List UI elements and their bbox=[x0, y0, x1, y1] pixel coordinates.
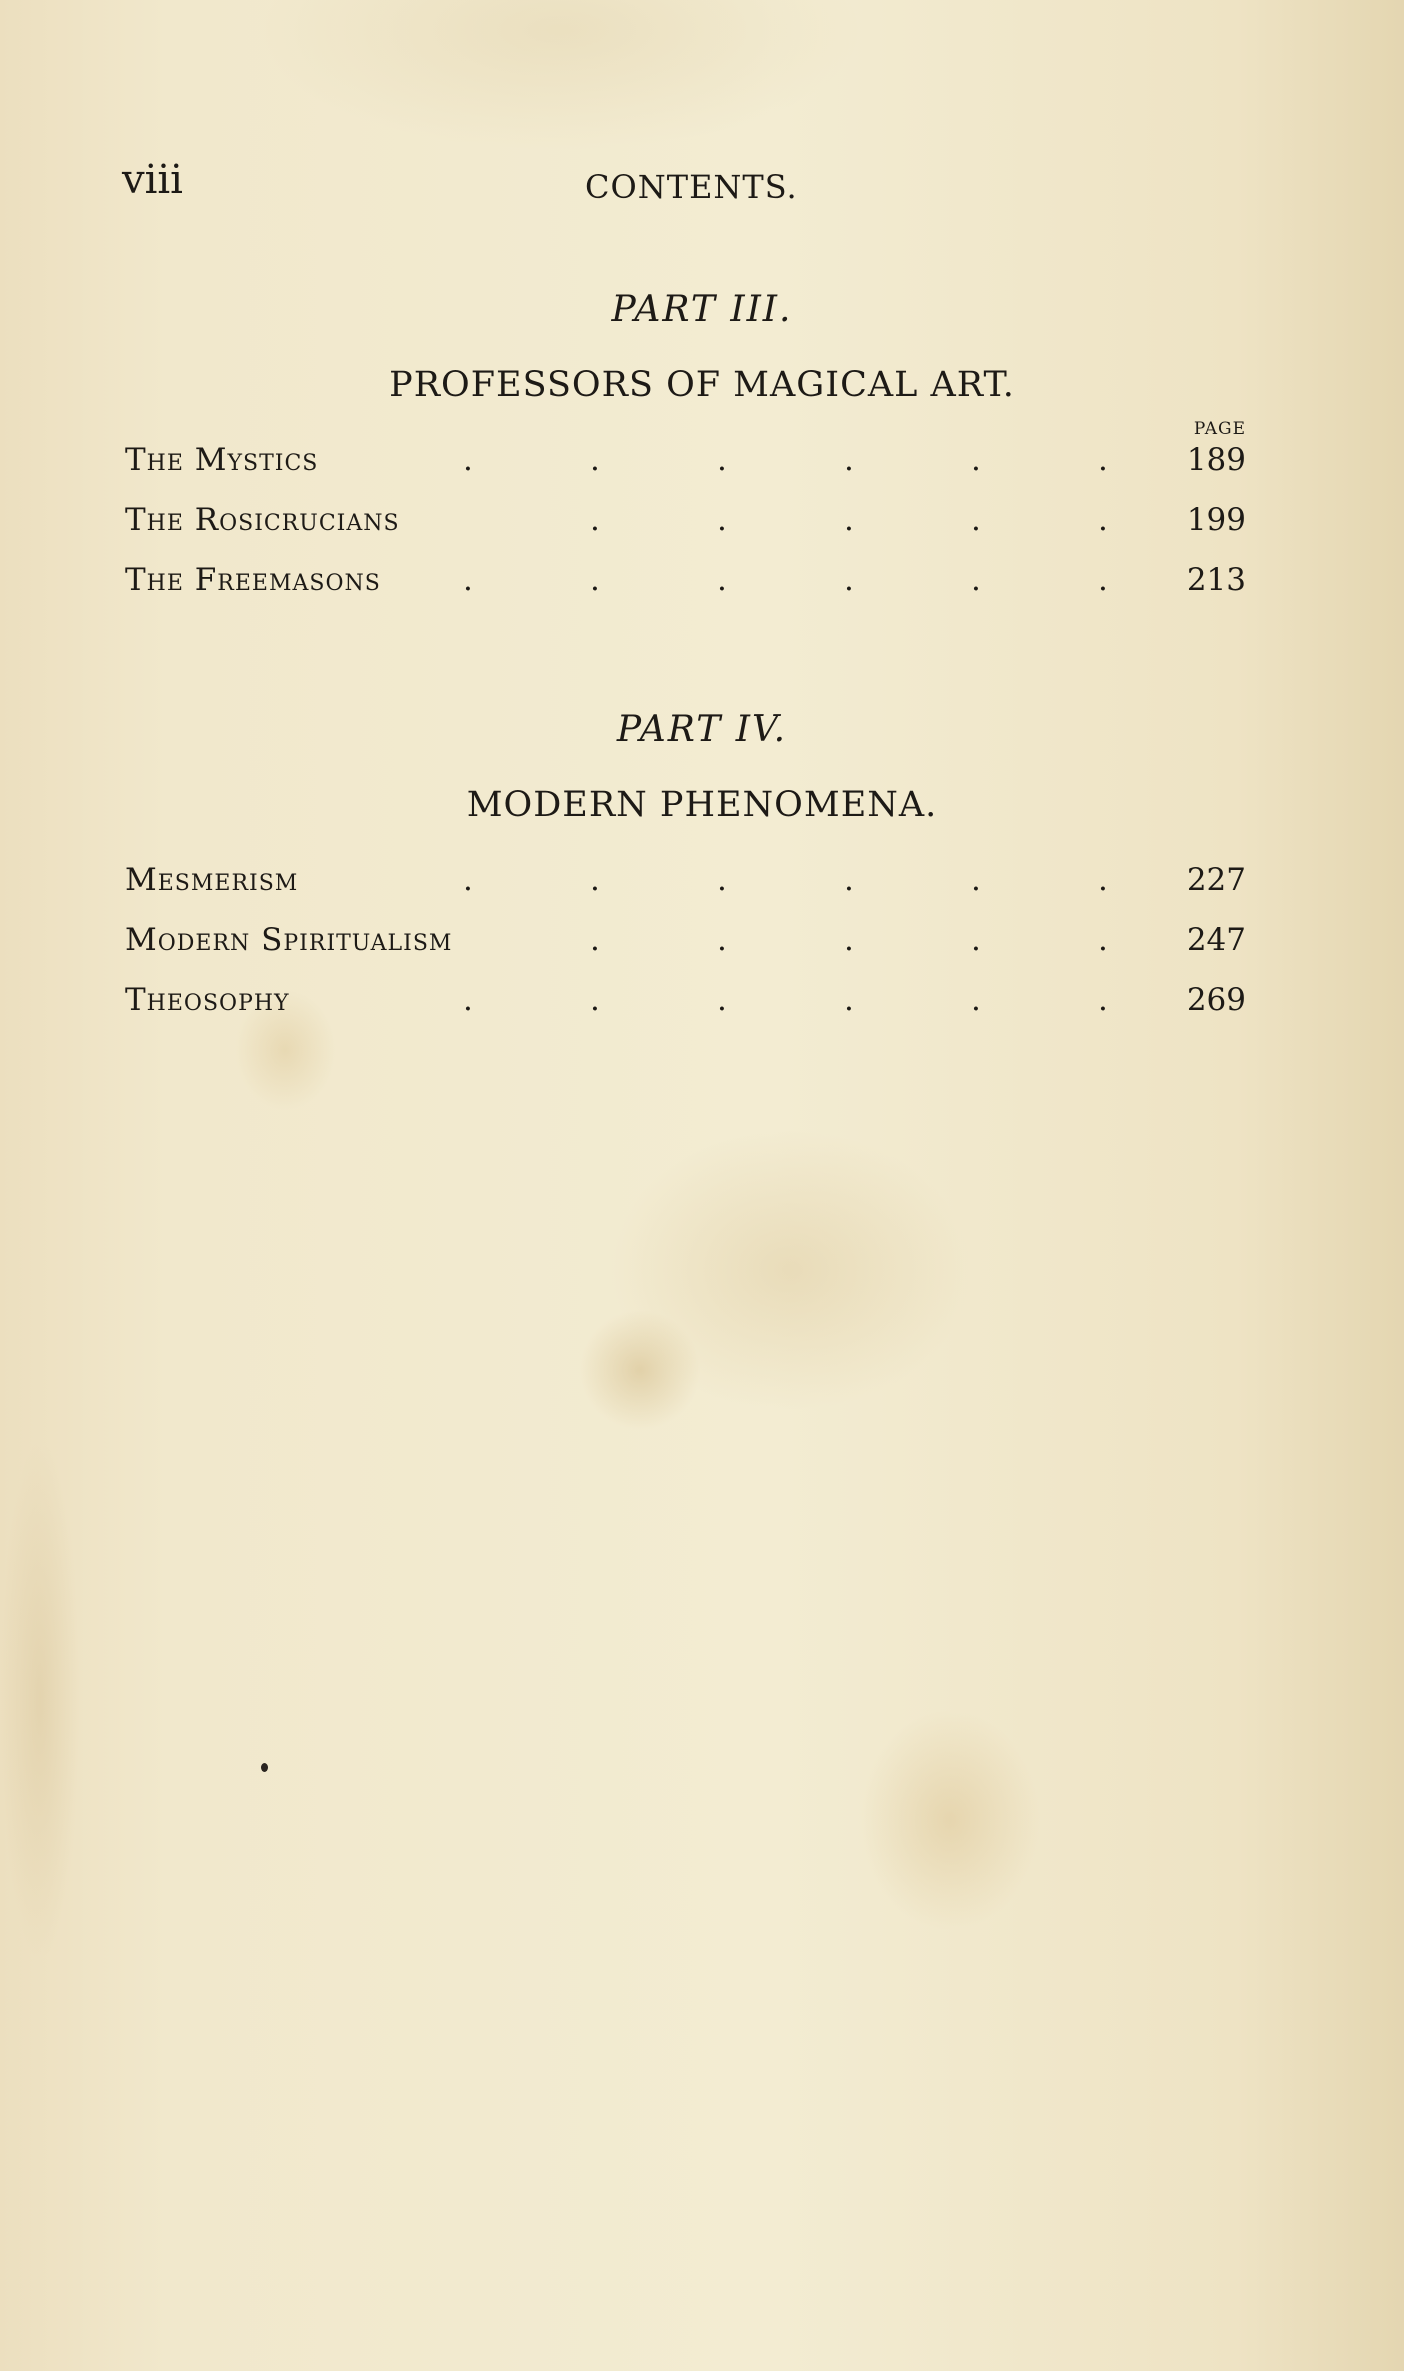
leader-dot: . bbox=[971, 562, 981, 598]
leader-dot: . bbox=[463, 562, 473, 598]
leader-dot: . bbox=[1098, 982, 1108, 1018]
leader-dot: . bbox=[590, 562, 600, 598]
leader-dot: . bbox=[844, 982, 854, 1018]
leader-dot: . bbox=[717, 922, 727, 958]
leader-dot: . bbox=[590, 442, 600, 478]
leader-dot: . bbox=[844, 922, 854, 958]
leader-dot: . bbox=[1098, 442, 1108, 478]
leader-dot: . bbox=[590, 502, 600, 538]
toc-entry-page: 189 bbox=[1186, 442, 1246, 478]
leader-dot: . bbox=[844, 442, 854, 478]
toc-entry bbox=[0, 562, 1404, 609]
leader-dot: . bbox=[844, 862, 854, 898]
toc-entry-page: 199 bbox=[1186, 502, 1246, 538]
leader-dot: . bbox=[463, 982, 473, 1018]
toc-entry-title: Mesmerism bbox=[125, 862, 299, 898]
leader-dot: . bbox=[971, 922, 981, 958]
leader-dot: . bbox=[844, 502, 854, 538]
leader-dot: . bbox=[463, 442, 473, 478]
leader-dot: . bbox=[717, 982, 727, 1018]
leader-dot: . bbox=[1098, 862, 1108, 898]
ink-speck bbox=[261, 1763, 268, 1772]
toc-entry-title: The Mystics bbox=[125, 442, 319, 478]
section-title: MODERN PHENOMENA. bbox=[466, 785, 938, 825]
leader-dot: . bbox=[717, 502, 727, 538]
part-heading: PART IV. bbox=[616, 709, 788, 750]
toc-entry-page: 247 bbox=[1186, 922, 1246, 958]
leader-dot: . bbox=[717, 862, 727, 898]
section-title: PROFESSORS OF MAGICAL ART. bbox=[389, 365, 1015, 405]
toc-entry-page: 269 bbox=[1186, 982, 1246, 1018]
toc-entry-title: The Rosicrucians bbox=[125, 502, 400, 538]
toc-entry-page: 227 bbox=[1186, 862, 1246, 898]
leader-dot: . bbox=[971, 502, 981, 538]
leader-dot: . bbox=[1098, 922, 1108, 958]
toc-entry bbox=[0, 922, 1404, 969]
leader-dot: . bbox=[1098, 502, 1108, 538]
toc-entry bbox=[0, 862, 1404, 909]
toc-entry-title: Theosophy bbox=[125, 982, 290, 1018]
leader-dot: . bbox=[717, 442, 727, 478]
leader-dot: . bbox=[590, 922, 600, 958]
leader-dot: . bbox=[971, 982, 981, 1018]
toc-entry-title: The Freemasons bbox=[125, 562, 381, 598]
toc-entry-page: 213 bbox=[1186, 562, 1246, 598]
leader-dot: . bbox=[590, 862, 600, 898]
leader-dot: . bbox=[844, 562, 854, 598]
leader-dot: . bbox=[590, 982, 600, 1018]
leader-dot: . bbox=[717, 562, 727, 598]
leader-dot: . bbox=[1098, 562, 1108, 598]
page-number: viii bbox=[122, 157, 183, 203]
leader-dot: . bbox=[463, 862, 473, 898]
part-heading: PART III. bbox=[611, 289, 793, 330]
leader-dot: . bbox=[971, 862, 981, 898]
toc-entry bbox=[0, 982, 1404, 1029]
toc-entry bbox=[0, 442, 1404, 489]
toc-entry bbox=[0, 502, 1404, 549]
running-head: CONTENTS. bbox=[585, 168, 798, 206]
leader-dot: . bbox=[971, 442, 981, 478]
toc-entry-title: Modern Spiritualism bbox=[125, 922, 453, 958]
page-column-header: PAGE bbox=[1193, 419, 1246, 439]
